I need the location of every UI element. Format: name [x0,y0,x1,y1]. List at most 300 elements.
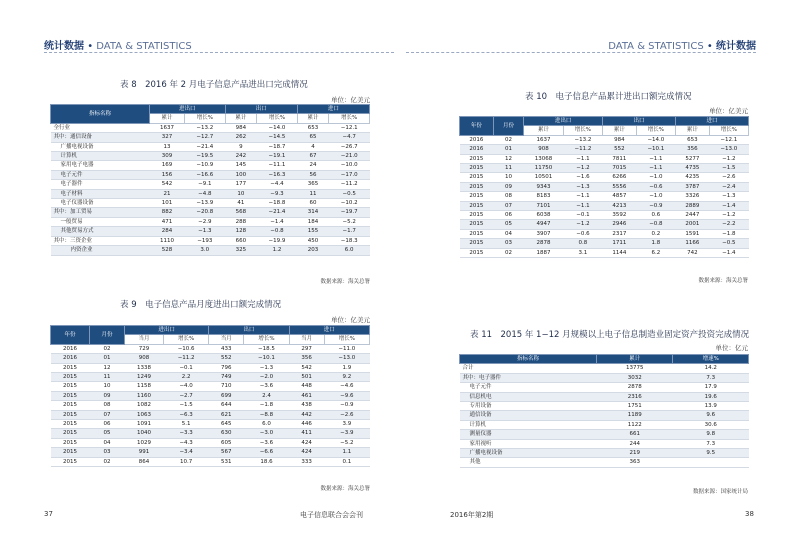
table-cell: 08 [493,192,523,201]
table-cell: −21.0 [329,152,370,161]
table-cell: 12 [89,363,124,372]
table-cell: 882 [150,208,185,217]
table-cell: 2878 [597,383,673,392]
table-cell: −1.2 [563,164,602,173]
table-cell: 电子元件 [460,383,597,392]
table-row [460,154,749,163]
table9-head-growth: 增长% [324,335,369,344]
table-cell: 01 [493,145,523,154]
table-cell: 其中：电子器件 [460,373,597,382]
table-cell: −4.6 [324,382,369,391]
table-cell: −5.2 [324,438,369,447]
table-row [51,170,370,179]
table-cell: 41 [225,199,257,208]
table-cell: 365 [297,180,329,189]
table11-head-name: 指标名称 [460,355,597,364]
table-cell: −16.6 [184,170,225,179]
table-cell: −13.0 [324,354,369,363]
table-cell: 645 [209,420,244,429]
table-cell: 07 [493,201,523,210]
table-cell: 7.3 [673,439,749,448]
table-cell: 07 [89,410,124,419]
table-cell: −2.2 [709,220,748,229]
table-cell: 09 [89,391,124,400]
table10-title: 表 10 电子信息产品累计进出口额完成情况 [525,92,692,102]
table-cell: −5.2 [329,217,370,226]
table-cell: 03 [493,239,523,248]
table-cell: −0.5 [709,239,748,248]
table-cell: 7015 [603,164,637,173]
table-row [460,439,749,448]
table-cell: 262 [225,133,257,142]
table-cell: 全行业 [51,123,150,132]
table-cell: 552 [209,354,244,363]
table-row [460,392,749,401]
table-cell: 4 [297,142,329,151]
table-cell: 内资企业 [51,246,150,255]
table-cell [673,458,749,467]
table-cell: 4235 [675,173,709,182]
table-cell: 04 [89,438,124,447]
table-cell: 438 [289,401,324,410]
table-cell: −1.0 [636,192,675,201]
table-cell: −13.9 [184,199,225,208]
table-cell: −0.9 [636,201,675,210]
header-left [44,37,192,52]
table-row [460,373,749,382]
table-cell: 3032 [597,373,673,382]
table-cell: 244 [597,439,673,448]
table-cell: −18.5 [244,344,289,353]
table-cell: 1.9 [324,363,369,372]
table-cell: 24 [297,161,329,170]
table-cell: −12.1 [709,135,748,144]
table-cell: 461 [289,391,324,400]
table-cell: 1.8 [636,239,675,248]
table9-head-growth: 增长% [244,335,289,344]
table-cell: 2.4 [244,391,289,400]
table-cell: 661 [597,430,673,439]
table-row [460,192,749,201]
table-cell: 其中：三资企业 [51,236,150,245]
table-cell: 6038 [524,211,564,220]
table-row [51,217,370,226]
table10-head-cum: 累计 [524,126,564,135]
table-cell: 2015 [460,182,494,191]
table11 [459,354,749,468]
table-cell: 5.1 [164,420,209,429]
table-cell: 2015 [51,373,90,382]
table-cell: 1110 [150,236,185,245]
table-cell: −8.8 [244,410,289,419]
table-cell: 471 [150,217,185,226]
table-cell: 3.1 [563,248,602,257]
table-cell: 568 [225,208,257,217]
table-row [460,220,749,229]
table-cell: −18.8 [257,199,298,208]
table-cell: −1.2 [709,211,748,220]
table-cell: 284 [150,227,185,236]
table-cell: 101 [150,199,185,208]
table-cell: −2.9 [184,217,225,226]
table-cell: 2317 [603,229,637,238]
table11-source: 数据来源：国家统计局 [692,489,748,495]
table-cell: 3.9 [324,420,369,429]
table-cell: −4.0 [164,382,209,391]
table-cell: 542 [150,180,185,189]
table8-head-cum: 累计 [225,114,257,123]
table-cell: 653 [297,123,329,132]
table-row [51,363,370,372]
table-row [51,429,370,438]
table-cell: 67 [297,152,329,161]
table-cell: −4.4 [257,180,298,189]
table-cell: 908 [125,354,164,363]
table-row [51,382,370,391]
table-cell: −11.2 [563,145,602,154]
table-cell: 2015 [460,192,494,201]
table-cell: −1.3 [709,192,748,201]
table-cell: 1063 [125,410,164,419]
table-cell: −19.7 [329,208,370,217]
table-cell: 567 [209,448,244,457]
table-cell: 699 [209,391,244,400]
table-cell: 501 [289,373,324,382]
table-cell: −1.1 [563,201,602,210]
table-cell: 184 [297,217,329,226]
table-row [460,449,749,458]
table-cell: 1637 [524,135,564,144]
table-row [51,457,370,466]
table-cell: −1.4 [709,201,748,210]
table-cell: 796 [209,363,244,372]
table-cell: 442 [289,410,324,419]
table-cell: −13.2 [184,123,225,132]
table-cell: −1.4 [257,217,298,226]
table-cell: −1.3 [563,182,602,191]
table-cell: −2.6 [324,410,369,419]
table-cell: −1.1 [636,154,675,163]
table-cell: −1.8 [244,401,289,410]
table-cell: 60 [297,199,329,208]
table8-title: 表 8 2016 年 2 月电子信息产品进出口完成情况 [120,80,308,90]
table-cell: 广播电视设备 [51,142,150,151]
table-cell: 356 [675,145,709,154]
table-row [460,173,749,182]
table-cell: −9.3 [257,189,298,198]
table10-head-g1: 进出口 [524,117,603,126]
table-cell: 2015 [51,420,90,429]
table-cell: 04 [493,229,523,238]
table-cell: 06 [493,211,523,220]
table-cell: 08 [89,401,124,410]
table9-head-g3: 进口 [289,326,369,335]
table-cell: 749 [209,373,244,382]
table-cell: 3.0 [184,246,225,255]
table-cell: 2015 [460,154,494,163]
table-row [460,458,749,467]
table8-head-growth: 增长% [329,114,370,123]
table-row [51,133,370,142]
table-cell: −9.6 [324,391,369,400]
table-row [460,248,749,257]
table-row [460,211,749,220]
table-cell: 605 [209,438,244,447]
table-cell: 13775 [597,364,673,373]
table-cell: 2447 [675,211,709,220]
table-cell: −13.0 [709,145,748,154]
table-cell: 电子元件 [51,170,150,179]
table-row [460,145,749,154]
table-cell: −1.6 [563,173,602,182]
table-cell: 9.6 [673,411,749,420]
table10-head-cum: 累计 [603,126,637,135]
table-cell: 4857 [603,192,637,201]
table-cell: 19.6 [673,392,749,401]
table9-head-cur: 当月 [209,335,244,344]
table-cell: 10501 [524,173,564,182]
table-cell: 2316 [597,392,673,401]
table-cell: 1.2 [257,246,298,255]
table-cell: 155 [297,227,329,236]
table-cell: 合计 [460,364,597,373]
table-cell: −3.6 [244,382,289,391]
table-cell: −4.7 [329,133,370,142]
table-cell: 128 [225,227,257,236]
table-cell: 156 [150,170,185,179]
table-cell: 4947 [524,220,564,229]
table-cell: 450 [297,236,329,245]
table-cell: 8183 [524,192,564,201]
table-cell: −12.7 [184,133,225,142]
table-cell: 2015 [51,448,90,457]
table-cell: 12 [493,154,523,163]
table-cell: 02 [493,135,523,144]
table-cell: −1.5 [164,401,209,410]
table-cell: 家用视听 [460,439,597,448]
table-cell: 1637 [150,123,185,132]
table10-head-cum: 累计 [675,126,709,135]
table8 [50,104,370,256]
table-row [460,135,749,144]
table-cell: 9.5 [673,449,749,458]
table-cell: 6.0 [329,246,370,255]
table-cell: 广播电视设备 [460,449,597,458]
table-cell: 528 [150,246,185,255]
table11-head-cum: 累计 [597,355,673,364]
table-cell: 2015 [460,229,494,238]
table-cell: −1.4 [709,248,748,257]
table10-head-g2: 出口 [603,117,676,126]
table-row [460,229,749,238]
table-cell: 710 [209,382,244,391]
table-cell: 18.6 [244,457,289,466]
table-cell: 0.2 [636,229,675,238]
table-cell: −0.6 [636,182,675,191]
table-row [51,391,370,400]
table9-title: 表 9 电子信息产品月度进出口额完成情况 [120,300,282,310]
table8-head-cum: 累计 [150,114,185,123]
table-row [460,420,749,429]
table-cell: −10.0 [329,161,370,170]
table-cell: 864 [125,457,164,466]
table-cell: 11 [297,189,329,198]
table-cell: 2001 [675,220,709,229]
table-row [51,448,370,457]
table-cell: −2.7 [164,391,209,400]
table-cell: 电子器件 [51,180,150,189]
table-cell: 2015 [460,220,494,229]
table8-head-cum: 累计 [297,114,329,123]
table-row [51,227,370,236]
header-left-bullet: • [87,41,94,52]
table-row [51,373,370,382]
table-cell: 6.2 [636,248,675,257]
table-cell: 446 [289,420,324,429]
table-cell: −6.6 [244,448,289,457]
table-cell: 203 [297,246,329,255]
table-cell: −16.3 [257,170,298,179]
table-cell: −11.2 [164,354,209,363]
table9-head-month: 月份 [89,326,124,345]
table-cell: 288 [225,217,257,226]
table-cell: 309 [150,152,185,161]
table-cell: −1.2 [563,220,602,229]
table-cell: 17.9 [673,383,749,392]
table-cell: 2015 [460,211,494,220]
table-cell: −9.1 [184,180,225,189]
table-cell: −4.8 [184,189,225,198]
table-cell: 电子仪器设备 [51,199,150,208]
page-number-right: 38 [745,510,754,518]
table-cell: 653 [675,135,709,144]
table10-head-growth: 增长% [709,126,748,135]
table8-head-g3: 进口 [297,105,369,114]
table-cell: 7811 [603,154,637,163]
table-cell: −20.8 [184,208,225,217]
table8-head-name: 指标名称 [51,105,150,124]
table-row [460,402,749,411]
header-left-en: DATA & STATISTICS [96,41,192,52]
table-cell: −17.0 [329,170,370,179]
table-row [460,239,749,248]
table-cell: 2016 [51,354,90,363]
table-cell: 06 [89,420,124,429]
table-cell: 433 [209,344,244,353]
table-row [51,199,370,208]
table-cell: 742 [675,248,709,257]
header-right-bullet: • [706,41,713,52]
table-row [51,344,370,353]
table-row [51,401,370,410]
table-cell: 14.2 [673,364,749,373]
table-cell: −26.7 [329,142,370,151]
table-cell: 5277 [675,154,709,163]
table-row [460,182,749,191]
table-cell: −3.3 [164,429,209,438]
table-row [51,246,370,255]
table-cell: 531 [209,457,244,466]
table10-source: 数据来源：海关总署 [698,278,748,284]
table-cell: 630 [209,429,244,438]
table11-body [460,364,749,467]
table-cell: −3.9 [324,429,369,438]
journal-name: 电子信息联合会会刊 [300,511,363,519]
table-cell: 169 [150,161,185,170]
table-cell: −1.7 [329,227,370,236]
table-cell: 424 [289,448,324,457]
table-row [51,410,370,419]
header-left-cn: 统计数据 [44,41,84,52]
table-row [51,180,370,189]
table-cell: 2015 [460,164,494,173]
table-cell: 991 [125,448,164,457]
table-cell: −0.1 [563,211,602,220]
table-cell: 2878 [524,239,564,248]
table10-head-month: 月份 [493,117,523,136]
table-cell: 1.1 [324,448,369,457]
table-cell: 01 [89,354,124,363]
table-cell: 通信设备 [460,411,597,420]
header-right [608,37,756,52]
table10-head-growth: 增长% [636,126,675,135]
table-cell: 10 [89,382,124,391]
table9 [50,325,370,467]
table9-head-g2: 出口 [209,326,289,335]
table-cell: 3907 [524,229,564,238]
table-cell: 2015 [51,429,90,438]
table9-head-year: 年份 [51,326,90,345]
table-cell: 2889 [675,201,709,210]
table-row [51,420,370,429]
table-cell: −1.2 [709,154,748,163]
table-cell: −14.0 [636,135,675,144]
table-cell: −2.4 [709,182,748,191]
table-cell: 9.2 [324,373,369,382]
table-cell: 3787 [675,182,709,191]
table-cell: 327 [150,133,185,142]
table-cell: 1166 [675,239,709,248]
page-number-left: 37 [44,510,53,518]
table-cell: −11.2 [329,180,370,189]
table-cell: 2016 [460,145,494,154]
table-cell: 2016 [51,344,90,353]
table-cell: −0.8 [257,227,298,236]
table-cell: −1.1 [563,192,602,201]
table-cell: 4213 [603,201,637,210]
table-cell: 145 [225,161,257,170]
table-cell: 411 [289,429,324,438]
table-cell: 其他 [460,458,597,467]
table-cell: −10.1 [636,145,675,154]
table-cell: −3.6 [244,438,289,447]
table-cell: 363 [597,458,673,467]
table-cell: −21.4 [184,142,225,151]
table-row [51,208,370,217]
table-cell: 3592 [603,211,637,220]
table-cell: 2015 [51,363,90,372]
table-cell: −1.8 [709,229,748,238]
table-cell: 7101 [524,201,564,210]
table9-body [51,344,370,466]
table-cell: −11.0 [324,344,369,353]
table-cell: 2946 [603,220,637,229]
table-cell: 05 [493,220,523,229]
table-cell: 1040 [125,429,164,438]
table-cell: 729 [125,344,164,353]
table-cell: 448 [289,382,324,391]
table-cell: 10.7 [164,457,209,466]
